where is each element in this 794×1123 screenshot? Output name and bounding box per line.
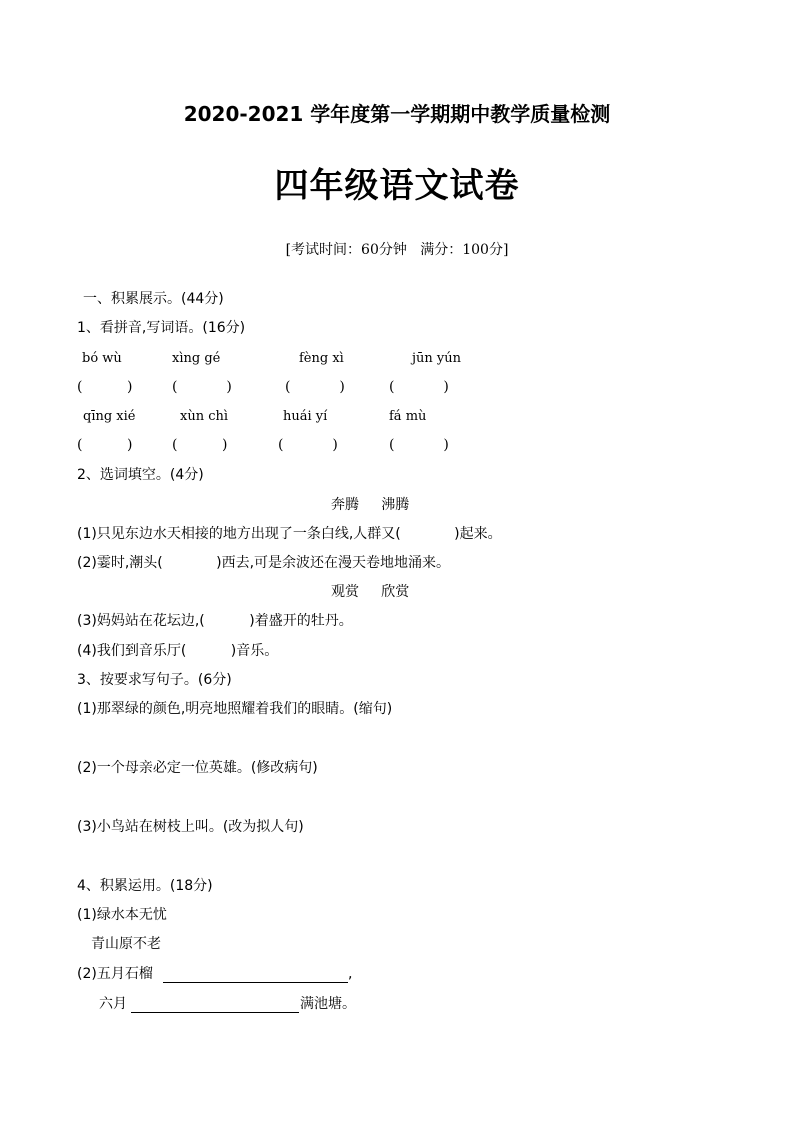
pinyin-jun-yun: jūn yún [412, 351, 461, 366]
question-2-title: 2、选词填空。(4分) [77, 467, 204, 483]
pinyin-feng-xi: fèng xì [299, 351, 344, 366]
answer-bracket-1[interactable]: ( ) [77, 379, 133, 395]
answer-bracket-2[interactable]: ( ) [172, 379, 232, 395]
sentence-task-2: (2)一个母亲必定一位英雄。(修改病句) [77, 760, 318, 776]
answer-bracket-3[interactable]: ( ) [285, 379, 345, 395]
question-1-title: 1、看拼音,写词语。(16分) [77, 320, 246, 336]
answer-bracket-4[interactable]: ( ) [389, 379, 449, 395]
answer-bracket-6[interactable]: ( ) [172, 437, 228, 453]
poem-answer-line-1[interactable] [163, 982, 348, 983]
poem-line-4-prefix: 六月 [99, 996, 127, 1012]
question-3-title: 3、按要求写句子。(6分) [77, 672, 232, 688]
answer-bracket-5[interactable]: ( ) [77, 437, 133, 453]
answer-bracket-7[interactable]: ( ) [278, 437, 338, 453]
answer-bracket-8[interactable]: ( ) [389, 437, 449, 453]
pinyin-xun-chi: xùn chì [180, 409, 229, 424]
fill-blank-sentence-1[interactable]: (1)只见东边水天相接的地方出现了一条白线,人群又( )起来。 [77, 526, 502, 542]
sentence-task-3: (3)小鸟站在树枝上叫。(改为拟人句) [77, 819, 304, 835]
poem-answer-line-2[interactable] [131, 1012, 299, 1013]
word-choices-group-1: 奔腾 沸腾 [331, 497, 410, 513]
fill-blank-sentence-2[interactable]: (2)霎时,潮头( )西去,可是余波还在漫天卷地地涌来。 [77, 555, 451, 571]
pinyin-huai-yi: huái yí [283, 409, 328, 424]
pinyin-fa-mu: fá mù [389, 409, 427, 424]
poem-line-3-prefix: (2)五月石榴 [77, 966, 153, 982]
fill-blank-sentence-3[interactable]: (3)妈妈站在花坛边,( )着盛开的牡丹。 [77, 613, 353, 629]
question-4-title: 4、积累运用。(18分) [77, 878, 213, 894]
poem-line-3-suffix: , [348, 966, 353, 982]
sentence-task-1: (1)那翠绿的颜色,明亮地照耀着我们的眼睛。(缩句) [77, 701, 393, 717]
poem-line-4-suffix: 满池塘。 [300, 996, 356, 1012]
fill-blank-sentence-4[interactable]: (4)我们到音乐厅( )音乐。 [77, 643, 279, 659]
pinyin-xing-ge: xìng gé [172, 351, 221, 366]
exam-time-score-info: [考试时间：60分钟 满分：100分] [285, 242, 509, 258]
section-heading-accumulation: 一、积累展示。(44分) [83, 291, 224, 307]
pinyin-qing-xie: qīng xié [83, 409, 136, 424]
word-choices-group-2: 观赏 欣赏 [331, 584, 410, 600]
exam-header-title: 2020-2021 学年度第一学期期中教学质量检测 [183, 102, 611, 126]
poem-line-1: (1)绿水本无忧 [77, 907, 167, 923]
pinyin-bo-wu: bó wù [82, 351, 122, 366]
exam-paper-title: 四年级语文试卷 [274, 166, 520, 206]
poem-line-2: 青山原不老 [91, 936, 161, 952]
